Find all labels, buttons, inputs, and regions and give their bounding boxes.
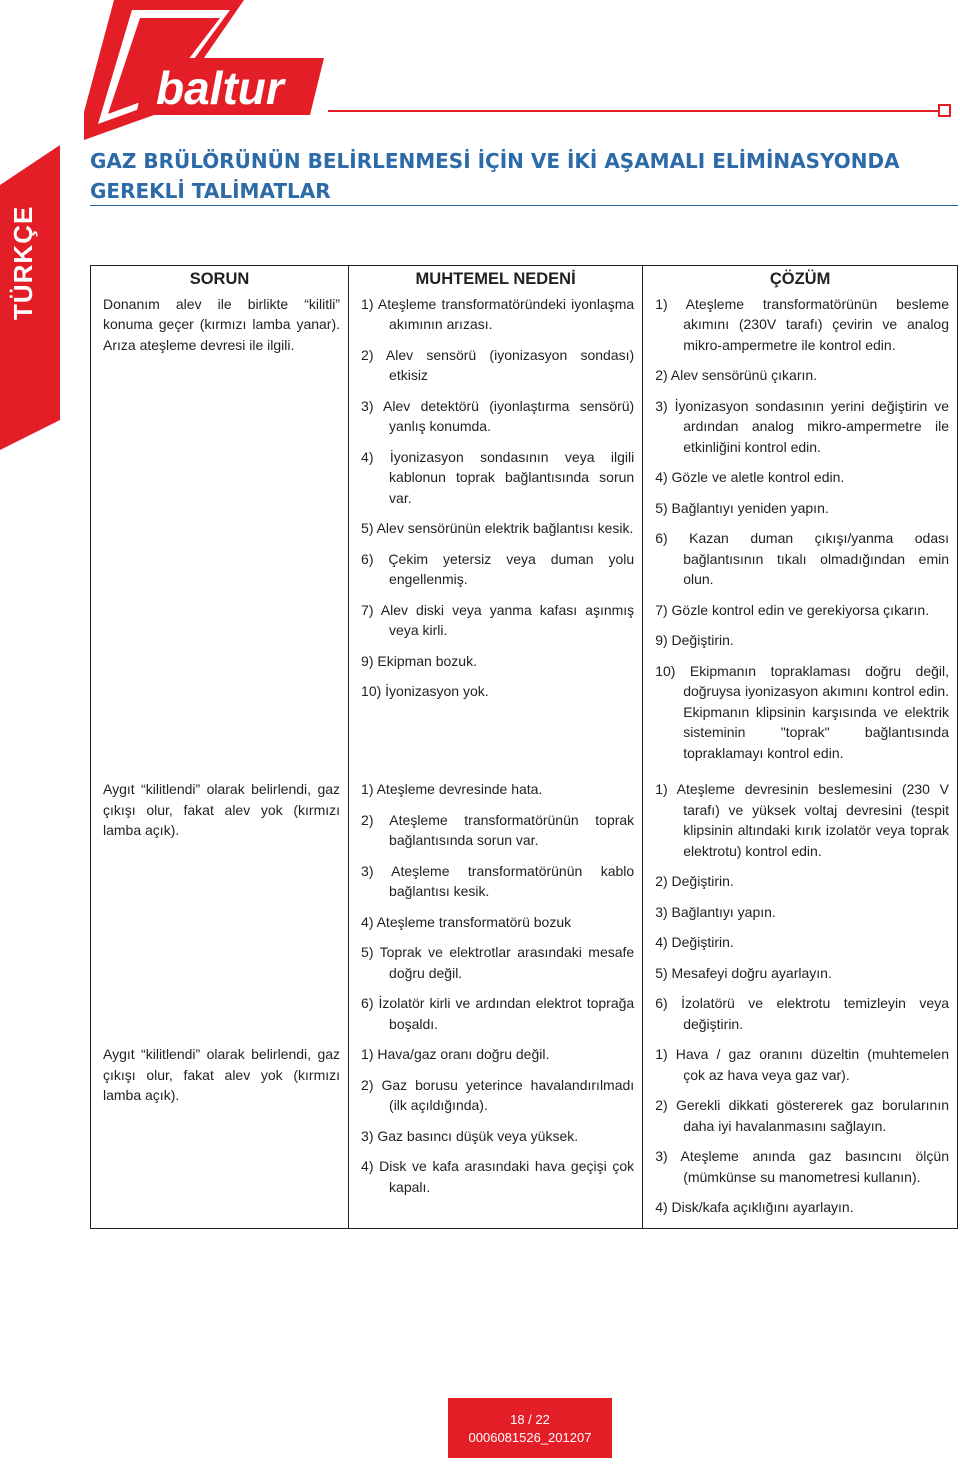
solution-item: 4) Gözle ve aletle kontrol edin. <box>655 469 845 485</box>
header-problem: SORUN <box>91 266 349 292</box>
solution-item: 3) İyonizasyon sondasının yerini değiştirin ve ardından analog mikro-ampermetre ile etkinliğini kontrol edin. <box>655 397 949 455</box>
problem-text: Aygıt “kilitlendi” olarak belirlendi, gaz çıkışı olur, fakat alev yok (kırmızı lamba açık). <box>103 1046 341 1103</box>
solution-item: 9) Değiştirin. <box>655 632 734 648</box>
cause-item: 2) Alev sensörü (iyonizasyon sondası) etkisiz <box>361 346 635 383</box>
page-number: 18 / 22 <box>510 1412 550 1427</box>
table-header-row <box>91 266 958 292</box>
header-solution: ÇÖZÜM <box>643 266 958 292</box>
brand-wordmark: baltur <box>156 62 284 114</box>
cause-item: 3) Ateşleme transformatörünün kablo bağlantısı kesik. <box>361 862 635 899</box>
solution-item: 6) İzolatörü ve elektrotu temizleyin veya değiştirin. <box>655 995 949 1032</box>
table-row <box>91 292 958 774</box>
cause-item: 5) Alev sensörünün elektrik bağlantısı kesik. <box>361 520 634 536</box>
solution-item: 3) Bağlantıyı yapın. <box>655 903 776 920</box>
solution-item: 2) Gerekli dikkati göstererek gaz borularının daha iyi havalanmasını sağlayın. <box>655 1097 949 1134</box>
cause-item: 9) Ekipman bozuk. <box>361 652 477 669</box>
solution-item: 5) Mesafeyi doğru ayarlayın. <box>655 964 832 981</box>
problem-text: Donanım alev ile birlikte “kilitli” konuma geçer (kırmızı lamba yanar). Arıza ateşleme devresi ile ilgili. <box>103 295 341 353</box>
cause-item: 1) Hava/gaz oranı doğru değil. <box>361 1046 550 1062</box>
cause-item: 4) İyonizasyon sondasının veya ilgili kablonun toprak bağlantısında sorun var. <box>361 448 635 506</box>
solution-item: 3) Ateşleme anında gaz basıncını ölçün (mümkünse su manometresi kullanın). <box>655 1148 949 1185</box>
title-underline <box>90 205 958 206</box>
solution-item: 6) Kazan duman çıkışı/yanma odası bağlantısının tıkalı olmadığından emin olun. <box>655 530 949 587</box>
cause-item: 4) Disk ve kafa arasındaki hava geçişi çok kapalı. <box>361 1158 635 1195</box>
cause-item: 10) İyonizasyon yok. <box>361 683 489 699</box>
header-corner-marker <box>938 104 951 117</box>
solution-item: 1) Ateşleme transformatörünün besleme akımını (230V tarafı) çevirin ve analog mikro-ampermetre ile kontrol edin. <box>655 295 949 353</box>
solution-item: 7) Gözle kontrol edin ve gerekiyorsa çıkarın. <box>655 601 930 618</box>
cause-item: 6) İzolatör kirli ve ardından elektrot toprağa boşaldı. <box>361 995 635 1032</box>
solution-item: 5) Bağlantıyı yeniden yapın. <box>655 499 829 516</box>
table-row <box>91 773 958 1044</box>
cause-item: 1) Ateşleme transformatöründeki iyonlaşma akımının arızası. <box>361 295 635 332</box>
table-row <box>91 1044 958 1228</box>
header-cause: MUHTEMEL NEDENİ <box>349 266 643 292</box>
troubleshooting-table <box>90 265 958 1229</box>
page-title: GAZ BRÜLÖRÜNÜN BELİRLENMESİ İÇİN VE İKİ AŞAMALI ELİMİNASYONDA GEREKLİ TALİMATLAR <box>90 149 900 203</box>
cause-item: 4) Ateşleme transformatörü bozuk <box>361 913 572 930</box>
solution-item: 4) Değiştirin. <box>655 934 734 950</box>
solution-item: 4) Disk/kafa açıklığını ayarlayın. <box>655 1199 854 1215</box>
problem-text: Aygıt “kilitlendi” olarak belirlendi, gaz çıkışı olur, fakat alev yok (kırmızı lamba açık). <box>103 781 341 838</box>
solution-item: 2) Değiştirin. <box>655 873 734 889</box>
baltur-logo <box>84 0 324 140</box>
cause-item: 2) Gaz borusu yeterince havalandırılmadı (ilk açıldığında). <box>361 1076 635 1113</box>
header-divider-line <box>328 110 940 112</box>
cause-item: 6) Çekim yetersiz veya duman yolu engellenmiş. <box>361 550 635 587</box>
cause-item: 3) Alev detektörü (iyonlaştırma sensörü) yanlış konumda. <box>361 397 635 434</box>
cause-item: 1) Ateşleme devresinde hata. <box>361 781 543 797</box>
language-label-text: TÜRKÇE <box>8 205 38 320</box>
cause-item: 5) Toprak ve elektrotlar arasındaki mesafe doğru değil. <box>361 944 635 981</box>
cause-item: 2) Ateşleme transformatörünün toprak bağlantısında sorun var. <box>361 811 635 848</box>
cause-item: 7) Alev diski veya yanma kafası aşınmış veya kirli. <box>361 601 635 638</box>
solution-item: 1) Ateşleme devresinin beslemesini (230 V tarafı) ve yüksek voltaj devresini (tespit klipsinin altındaki kırık izolatör veya toprak elektrotu) kontrol edin. <box>655 781 949 859</box>
solution-item: 10) Ekipmanın topraklaması doğru değil, doğruysa iyonizasyon akımını kontrol edin. Ekipmanın klipsinin karşısında ve elektrik sisteminin "toprak" bağlantısında topraklamayı kontrol edin. <box>655 662 949 761</box>
cause-item: 3) Gaz basıncı düşük veya yüksek. <box>361 1127 579 1144</box>
document-code: 0006081526_201207 <box>468 1430 592 1445</box>
page-footer <box>448 1398 612 1458</box>
solution-item: 1) Hava / gaz oranını düzeltin (muhtemelen çok az hava veya gaz var). <box>655 1046 949 1083</box>
solution-item: 2) Alev sensörünü çıkarın. <box>655 367 818 383</box>
